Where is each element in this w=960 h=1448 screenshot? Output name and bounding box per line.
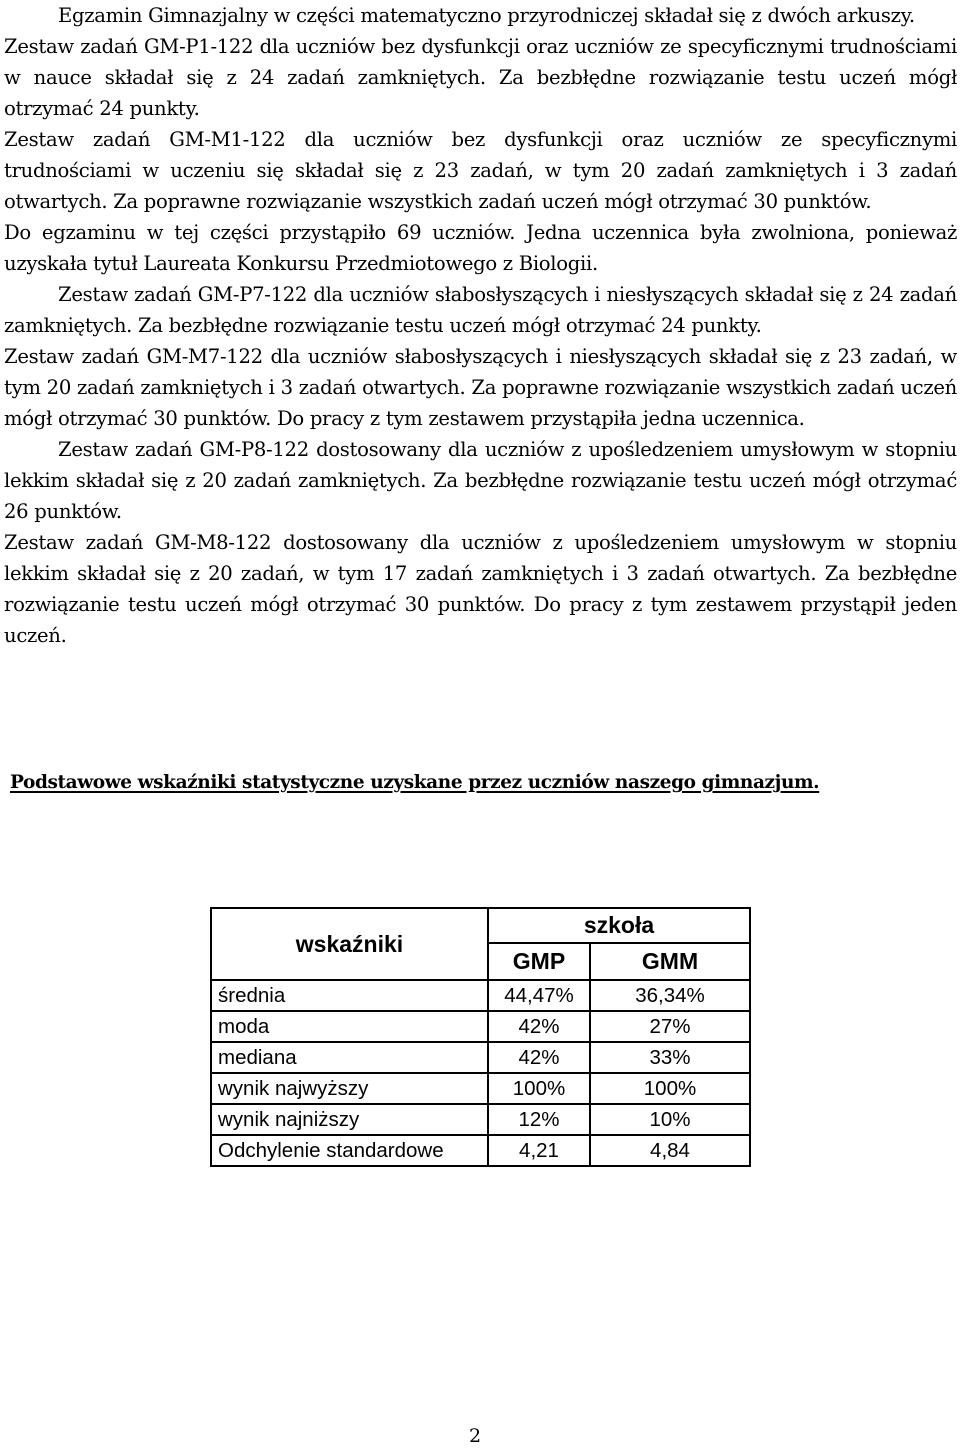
table-header-row xyxy=(211,908,750,943)
paragraph-gm-p7: Zestaw zadań GM-P7-122 dla uczniów słabosłyszących i niesłyszących składał się z 24 zadań zamkniętych. Za bezbłędne rozwiązanie testu uczeń mógł otrzymać 24 punkty. xyxy=(4,283,957,337)
paragraph-gm-p8: Zestaw zadań GM-P8-122 dostosowany dla uczniów z upośledzeniem umysłowym w stopniu lekkim składał się z 20 zadań zamkniętych. Za bezbłędne rozwiązanie testu uczeń mógł otrzymać 26 punktów. xyxy=(4,438,957,523)
indicators-header: wskaźniki xyxy=(211,908,488,980)
column-header-gmp: GMP xyxy=(488,943,590,980)
cell-gmp: 44,47% xyxy=(488,980,590,1011)
cell-gmm: 36,34% xyxy=(590,980,750,1011)
body-text xyxy=(4,0,957,651)
cell-gmp: 42% xyxy=(488,1011,590,1042)
row-label: mediana xyxy=(211,1042,488,1073)
row-label: średnia xyxy=(211,980,488,1011)
page-number: 2 xyxy=(468,1425,482,1447)
paragraph-gm-m8: Zestaw zadań GM-M8-122 dostosowany dla uczniów z upośledzeniem umysłowym w stopniu lekkim składał się z 20 zadań, w tym 17 zadań zamkniętych i 3 zadań otwartych. Za bezbłędne rozwiązanie testu uczeń mógł otrzymać 30 punktów. Do pracy z tym zestawem przystąpił jeden uczeń. xyxy=(4,531,957,647)
table-row xyxy=(211,1073,750,1104)
paragraph-gm-m7: Zestaw zadań GM-M7-122 dla uczniów słabosłyszących i niesłyszących składał się z 23 zadań, w tym 20 zadań zamkniętych i 3 zadań otwartych. Za poprawne rozwiązanie wszystkich zadań uczeń mógł otrzymać 30 punktów. Do pracy z tym zestawem przystąpiła jedna uczennica. xyxy=(4,345,957,430)
school-header: szkoła xyxy=(488,908,750,943)
paragraph-intro: Egzamin Gimnazjalny w części matematyczno przyrodniczej składał się z dwóch arkuszy. xyxy=(58,4,915,27)
paragraph-gm-m1: Zestaw zadań GM-M1-122 dla uczniów bez dysfunkcji oraz uczniów ze specyficznymi trudnościami w uczeniu się składał się z 23 zadań, w tym 20 zadań zamkniętych i 3 zadań otwartych. Za poprawne rozwiązanie wszystkich zadań uczeń mógł otrzymać 30 punktów. xyxy=(4,128,957,213)
row-label: Odchylenie standardowe xyxy=(211,1135,488,1166)
cell-gmm: 27% xyxy=(590,1011,750,1042)
table-row xyxy=(211,1042,750,1073)
paragraph-participants: Do egzaminu w tej części przystąpiło 69 uczniów. Jedna uczennica była zwolniona, ponieważ uzyskała tytuł Laureata Konkursu Przedmiotowego z Biologii. xyxy=(4,221,957,275)
cell-gmp: 100% xyxy=(488,1073,590,1104)
cell-gmm: 33% xyxy=(590,1042,750,1073)
table-row xyxy=(211,1104,750,1135)
cell-gmp: 4,21 xyxy=(488,1135,590,1166)
paragraph-gm-p1: Zestaw zadań GM-P1-122 dla uczniów bez dysfunkcji oraz uczniów ze specyficznymi trudnościami w nauce składał się z 24 zadań zamkniętych. Za bezbłędne rozwiązanie testu uczeń mógł otrzymać 24 punkty. xyxy=(4,35,957,120)
cell-gmp: 12% xyxy=(488,1104,590,1135)
cell-gmm: 4,84 xyxy=(590,1135,750,1166)
table-row xyxy=(211,980,750,1011)
table-row xyxy=(211,1011,750,1042)
row-label: moda xyxy=(211,1011,488,1042)
section-heading: Podstawowe wskaźniki statystyczne uzyskane przez uczniów naszego gimnazjum. xyxy=(10,772,820,793)
column-header-gmm: GMM xyxy=(590,943,750,980)
row-label: wynik najwyższy xyxy=(211,1073,488,1104)
table-row xyxy=(211,1135,750,1166)
cell-gmm: 100% xyxy=(590,1073,750,1104)
cell-gmp: 42% xyxy=(488,1042,590,1073)
row-label: wynik najniższy xyxy=(211,1104,488,1135)
statistics-table xyxy=(210,907,751,1167)
cell-gmm: 10% xyxy=(590,1104,750,1135)
